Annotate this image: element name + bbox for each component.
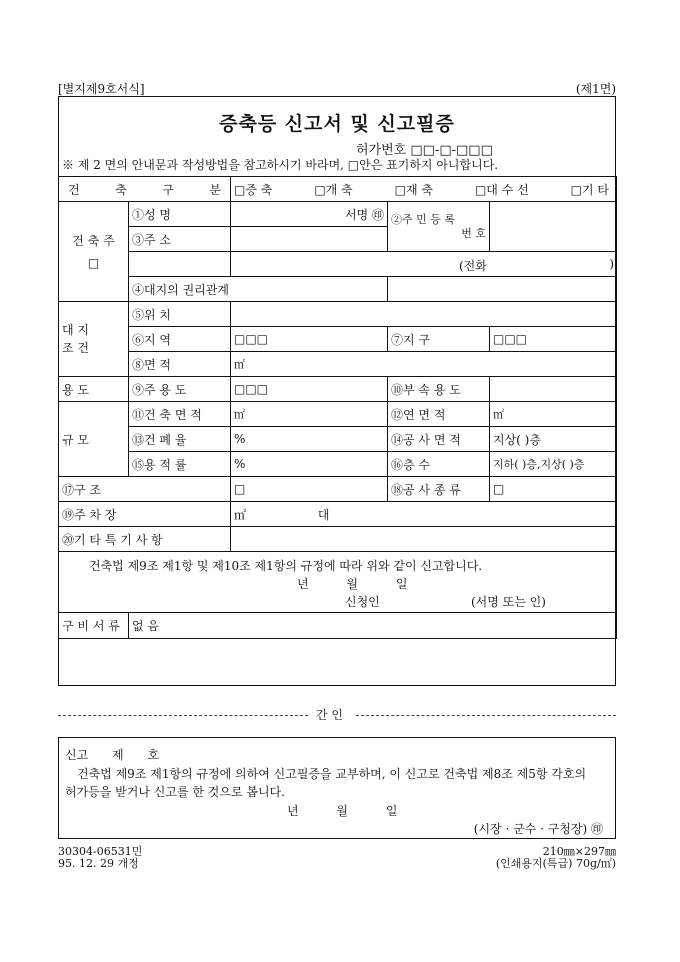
form-notice: ※ 제 2 면의 안내문과 작성방법을 참고하시기 바라며, □안은 표기하지 아니합니다.: [62, 158, 499, 172]
floor-count-field[interactable]: 지하( )층,지상( )층: [490, 452, 617, 477]
builder-name-field[interactable]: [231, 202, 388, 227]
sub-usage-label: ⑩부 속 용 도: [388, 377, 490, 402]
work-area-field[interactable]: 지상( )층: [490, 427, 617, 452]
floor-count-label: ⑯층 수: [388, 452, 490, 477]
work-area-label: ⑭공 사 면 적: [388, 427, 490, 452]
building-area-label: ⑪건 축 면 적: [129, 402, 231, 427]
type-option-extension[interactable]: □증 축: [234, 182, 273, 197]
receipt-body-line-2: 허가등을 받거나 신고를 한 것으로 봅니다.: [65, 785, 285, 799]
report-number: 신고 제 호: [65, 748, 159, 762]
site-area-field[interactable]: ㎡: [231, 352, 617, 377]
paper-spec: [496, 846, 616, 870]
parking-field[interactable]: [231, 502, 617, 527]
documents-value: 없 음: [129, 613, 617, 639]
floor-area-ratio-label: ⑮용 적 률: [129, 452, 231, 477]
building-area-field[interactable]: ㎡: [231, 402, 388, 427]
parking-count-unit: 대: [317, 507, 330, 522]
builder-address-label: ③주 소: [129, 227, 231, 252]
usage-section-label: 용 도: [59, 377, 129, 402]
builder-name-label: ①성 명: [129, 202, 231, 227]
structure-label: ⑰구 조: [59, 477, 231, 502]
type-option-other[interactable]: □기 타: [570, 182, 609, 197]
floor-area-label: ⑫연 면 적: [388, 402, 490, 427]
building-type-label: 건 축 구 분: [68, 182, 221, 197]
form-code-line-1: 30304-06531민: [58, 845, 143, 858]
main-usage-field[interactable]: □□□: [231, 377, 388, 402]
form-title: 증축등 신고서 및 신고필증: [219, 113, 455, 135]
documents-label: 구 비 서 류: [59, 613, 129, 639]
issuer-label: (시장 · 군수 · 구청장) ㊞: [473, 822, 603, 836]
floor-area-ratio-field[interactable]: %: [231, 452, 388, 477]
coverage-ratio-field[interactable]: %: [231, 427, 388, 452]
cut-line-label: 간 인: [316, 708, 343, 722]
type-option-reconstruct[interactable]: □재 축: [394, 182, 433, 197]
work-type-label: ⑱공 사 종 류: [388, 477, 490, 502]
parking-label: ⑲주 차 장: [59, 502, 231, 527]
receipt-date: 년 월 일: [287, 804, 398, 818]
site-section-label: 대 지 조 건: [59, 302, 129, 377]
floor-area-field[interactable]: ㎡: [490, 402, 617, 427]
structure-field[interactable]: □: [231, 477, 388, 502]
site-district-label: ⑦지 구: [388, 327, 490, 352]
site-area-label: ⑧면 적: [129, 352, 231, 377]
building-type-row: [59, 177, 617, 202]
scale-section-label: 규 모: [59, 402, 129, 477]
declaration-text: 건축법 제9조 제1항 및 제10조 제1항의 규정에 따라 위와 같이 신고합니다.: [89, 559, 483, 573]
type-option-major-repair[interactable]: □대 수 선: [474, 182, 529, 197]
application-table: [58, 176, 617, 639]
signature-label: 서명 ㊞: [345, 207, 384, 222]
parking-area-unit: ㎡: [234, 507, 247, 522]
main-usage-label: ⑨주 용 도: [129, 377, 231, 402]
builder-section-label: 건 축 주 □: [59, 202, 129, 302]
land-rights-field[interactable]: [388, 277, 617, 302]
phone-label: (전화: [459, 259, 487, 273]
form-code-line-2: 95. 12. 29 개정: [58, 857, 139, 870]
site-zone-label: ⑥지 역: [129, 327, 231, 352]
paper-size: 210㎜×297㎜: [542, 845, 616, 858]
type-option-rebuild[interactable]: □개 축: [314, 182, 353, 197]
form-code: [58, 846, 142, 870]
page-number-label: (제1면): [575, 82, 616, 96]
declaration-block: [59, 552, 617, 613]
site-district-field[interactable]: □□□: [490, 327, 617, 352]
site-location-field[interactable]: [231, 302, 617, 327]
resident-number-field[interactable]: [490, 202, 617, 252]
paper-weight: (인쇄용지(특급) 70g/㎡): [495, 857, 616, 870]
work-type-field[interactable]: □: [490, 477, 617, 502]
cut-line-right: [356, 715, 616, 716]
receipt-body-line-1: 건축법 제9조 제1항의 규정에 의하여 신고필증을 교부하며, 이 신고로 건축법 제8조 제5항 각호의: [77, 767, 587, 781]
applicant-label: 신청인: [345, 595, 380, 609]
site-zone-field[interactable]: □□□: [231, 327, 388, 352]
special-notes-label: ⑳기 타 특 기 사 항: [59, 527, 231, 552]
cut-line-left: [58, 715, 308, 716]
builder-address-field[interactable]: [231, 252, 617, 277]
site-location-label: ⑤위 치: [129, 302, 231, 327]
applicant-sign-label: (서명 또는 인): [471, 595, 546, 609]
permit-number: 허가번호 □□-□-□□□: [356, 143, 493, 158]
address-placeholder: [129, 252, 231, 277]
land-rights-label: ④대지의 권리관계: [129, 277, 388, 302]
phone-close: ): [609, 257, 615, 271]
declaration-date[interactable]: 년 월 일: [297, 577, 408, 591]
resident-number-label: ②주 민 등 록 번 호: [388, 202, 490, 252]
special-notes-field[interactable]: [231, 527, 617, 552]
form-number-label: [별지제9호서식]: [58, 82, 145, 96]
coverage-ratio-label: ⑬건 폐 율: [129, 427, 231, 452]
sub-usage-field[interactable]: [490, 377, 617, 402]
receipt-stub: [58, 737, 616, 839]
